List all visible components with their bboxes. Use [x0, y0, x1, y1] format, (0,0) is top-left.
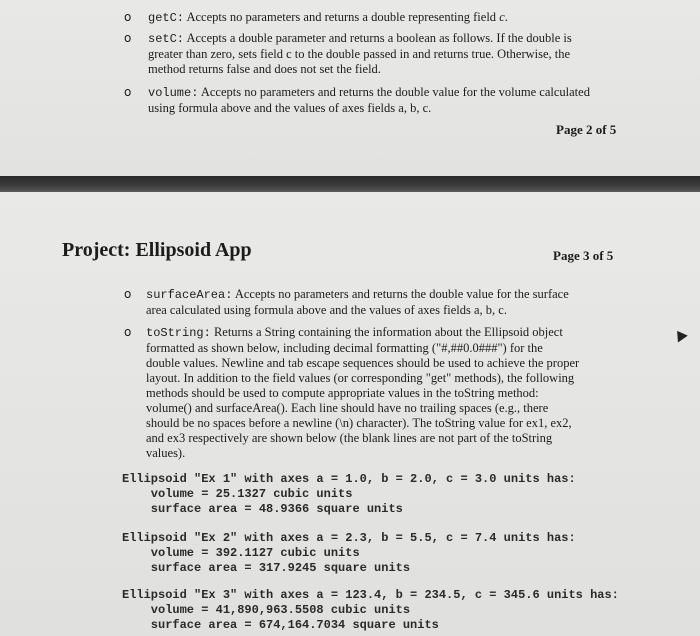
tostring-line: Returns a String containing the information about the Ellipsoid object — [213, 325, 563, 339]
code-line: volume = 392.1127 cubic units — [122, 546, 360, 560]
tostring-line: methods should be used to compute appropriate values in the toString method: — [146, 386, 539, 400]
code-line: volume = 41,890,963.5508 cubic units — [122, 603, 411, 617]
setc-line: method returns false and does not set the field. — [148, 62, 381, 76]
code-line: Ellipsoid "Ex 3" with axes a = 123.4, b = 234.5, c = 345.6 units has: — [122, 588, 619, 602]
surfacearea-line: area calculated using formula above and the values of axes fields a, b, c. — [146, 303, 507, 317]
getc-code: getC: — [148, 11, 185, 25]
code-line: Ellipsoid "Ex 2" with axes a = 2.3, b = 5.5, c = 7.4 units has: — [122, 531, 576, 545]
example-output-2 — [122, 531, 576, 576]
setc-item — [148, 31, 572, 77]
tostring-item — [146, 325, 579, 461]
tostring-line: layout. In addition to the field values (or corresponding "get" methods), the following — [146, 371, 575, 385]
surfacearea-code: surfaceArea: — [146, 288, 233, 302]
volume-line: Accepts no parameters and returns the double value for the volume calculated — [200, 85, 590, 99]
page-number: Page 2 of 5 — [556, 122, 617, 137]
bullet-icon: o — [124, 10, 132, 24]
getc-var: c — [499, 10, 505, 24]
tostring-line: formatted as shown below, including decimal formatting ("#,##0.0###") for the — [146, 341, 543, 355]
getc-end: . — [504, 10, 508, 24]
tostring-line: double values. Newline and tab escape sequences should be used to achieve the proper — [146, 356, 580, 370]
bullet-icon: o — [124, 287, 132, 301]
code-line: surface area = 674,164.7034 square units — [122, 618, 439, 632]
page-divider — [0, 176, 700, 192]
document-page-2 — [0, 0, 700, 176]
volume-code: volume: — [148, 86, 199, 100]
surfacearea-item — [146, 287, 569, 318]
getc-item — [148, 10, 508, 26]
page-title: Project: Ellipsoid App — [62, 239, 252, 261]
tostring-line: values). — [146, 446, 186, 460]
surfacearea-line: Accepts no parameters and returns the double value for the surface — [234, 287, 569, 301]
tostring-line: and ex3 respectively are shown below (the blank lines are not part of the toString — [146, 431, 553, 445]
code-line: surface area = 317.9245 square units — [122, 561, 411, 575]
bullet-icon: o — [124, 325, 132, 339]
example-output-3 — [122, 588, 619, 633]
volume-line: using formula above and the values of axes fields a, b, c. — [148, 101, 432, 115]
code-line: surface area = 48.9366 square units — [122, 502, 403, 516]
getc-text: Accepts no parameters and returns a double representing field — [184, 10, 500, 24]
example-output-1 — [122, 472, 576, 517]
tostring-line: should be no spaces before a newline (\n) character). The toString value for ex1, ex2, — [146, 416, 572, 430]
document-page-3 — [0, 192, 700, 636]
code-line: volume = 25.1327 cubic units — [122, 487, 353, 501]
tostring-code: toString: — [146, 326, 211, 340]
setc-line: Accepts a double parameter and returns a boolean as follows. If the double is — [186, 31, 572, 45]
setc-code: setC: — [148, 32, 185, 46]
bullet-icon: o — [124, 85, 132, 99]
code-line: Ellipsoid "Ex 1" with axes a = 1.0, b = 2.0, c = 3.0 units has: — [122, 472, 576, 486]
bullet-icon: o — [124, 31, 132, 45]
tostring-line: volume() and surfaceArea(). Each line should have no trailing spaces (e.g., there — [146, 401, 549, 415]
page-number: Page 3 of 5 — [553, 248, 614, 263]
setc-line: greater than zero, sets field c to the double passed in and returns true. Otherwise, the — [148, 47, 571, 61]
volume-item — [148, 85, 590, 116]
